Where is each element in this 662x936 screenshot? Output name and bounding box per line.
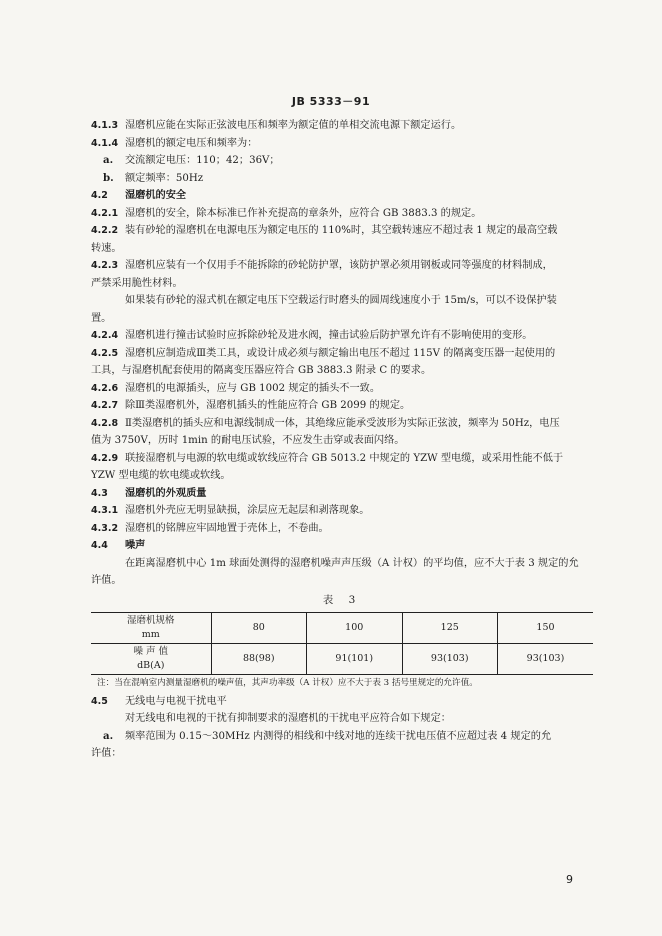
clause-number: 4.5: [91, 695, 108, 707]
table-row-noise: [91, 643, 593, 674]
noise-cell: 88(98): [211, 643, 307, 674]
clause-number: 4.2.5: [91, 347, 119, 359]
continuation-text: 置。: [91, 312, 112, 324]
paragraph-text: 如果装有砂轮的湿式机在额定电压下空载运行时磨头的圆周线速度小于 15m/s，可以不设保护装: [125, 295, 557, 306]
text-line: [91, 345, 593, 363]
clause-number: 4.2.7: [91, 400, 119, 411]
clause-text: 额定频率：50Hz: [125, 172, 204, 184]
clause-number: 4.2.3: [91, 260, 119, 271]
section-heading: 湿磨机的安全: [125, 190, 187, 201]
row-label-spec-a: 湿磨机规格: [126, 614, 175, 626]
standard-header: JB 5333－91: [291, 95, 371, 108]
clause-text: 装有砂轮的湿磨机在电源电压为额定电压的 110%时，其空载转速应不超过表 1 规定的最高空载: [125, 225, 558, 236]
clause-text: Ⅱ类湿磨机的插头应和电源线制成一体，其绝缘应能承受波形为实际正弦波，频率为 50Hz，电压: [125, 417, 560, 429]
text-line: [91, 117, 593, 135]
text-line: [91, 467, 593, 485]
section-heading: 噪声: [125, 540, 146, 551]
clause-text: 交流额定电压：110；42；36V；: [125, 155, 280, 166]
clauses-block-2: [91, 693, 593, 763]
body-text: [91, 117, 593, 763]
row-label-noise-b: dB(A): [137, 659, 165, 671]
text-line: [91, 187, 593, 205]
continuation-text: 许值。: [91, 575, 122, 586]
clause-text: 湿磨机的电源插头，应与 GB 1002 规定的插头不一致。: [125, 382, 381, 394]
clause-text: 除Ⅲ类湿磨机外，湿磨机插头的性能应符合 GB 2099 的规定。: [125, 400, 411, 411]
clause-number: 4.4: [91, 540, 108, 551]
text-line: [91, 205, 593, 223]
clause-number: 4.1.4: [91, 137, 119, 149]
clause-number: 4.2: [91, 190, 108, 201]
item-label: b.: [103, 171, 114, 184]
continuation-text: 值为 3750V，历时 1min 的耐电压试验，不应发生击穿或表面闪络。: [91, 435, 405, 446]
table-caption: 表 3: [322, 593, 362, 606]
clause-number: 4.3: [91, 487, 108, 499]
row-label-spec-b: mm: [141, 628, 160, 640]
text-line: [91, 450, 593, 468]
spec-cell: 125: [402, 612, 498, 643]
clause-number: 4.1.3: [91, 120, 119, 131]
clause-text: 湿磨机的安全，除本标准已作补充提高的章条外，应符合 GB 3883.3 的规定。: [125, 207, 482, 219]
text-line: [91, 222, 593, 240]
text-line: [91, 415, 593, 433]
clause-text: 频率范围为 0.15～30MHz 内测得的相线和中线对地的连续干扰电压值不应超过表 4 规定的允: [125, 730, 552, 742]
text-line: [91, 485, 593, 503]
clause-text: 湿磨机进行撞击试验时应拆除砂轮及进水阀，撞击试验后防护罩允许有不影响使用的变形。: [125, 330, 533, 341]
text-line: [91, 397, 593, 415]
text-line: [91, 537, 593, 555]
text-line: [91, 520, 593, 538]
continuation-text: 许值：: [91, 748, 122, 759]
noise-table: [91, 612, 593, 675]
text-line: [91, 152, 593, 170]
clause-text: 湿磨机应能在实际正弦波电压和频率为额定值的单相交流电源下额定运行。: [125, 120, 462, 131]
clause-text: 湿磨机外壳应无明显缺损，涂层应无起层和剥落现象。: [125, 505, 370, 516]
clause-number: 4.2.9: [91, 452, 119, 464]
text-line: [91, 728, 593, 746]
table-row-spec: [91, 612, 593, 643]
row-label-noise-a: 噪 声 值: [133, 645, 169, 657]
text-line: [91, 502, 593, 520]
clause-text: 联接湿磨机与电源的软电缆或软线应符合 GB 5013.2 中规定的 YZW 型电缆，或采用性能不低于: [125, 452, 564, 464]
text-line: [91, 710, 593, 728]
table-note: 注：当在混响室内测量湿磨机的噪声值，其声功率级（A 计权）应不大于表 3 括号里规定的允许值。: [97, 677, 478, 688]
continuation-text: 工具，与湿磨机配套使用的隔离变压器应符合 GB 3883.3 附录 C 的要求。: [91, 365, 432, 376]
item-label: a.: [103, 729, 114, 742]
paragraph-text: 对无线电和电视的干扰有抑制要求的湿磨机的干扰电平应符合如下规定：: [125, 713, 451, 724]
continuation-text: 严禁采用脆性材料。: [91, 277, 183, 289]
clause-number: 4.3.2: [91, 522, 119, 534]
spec-cell: 80: [211, 612, 307, 643]
text-line: [91, 170, 593, 188]
clause-number: 4.2.6: [91, 382, 119, 394]
spec-cell: 150: [498, 612, 594, 643]
text-line: [91, 275, 593, 293]
text-line: [91, 572, 593, 590]
clause-number: 4.3.1: [91, 505, 119, 516]
text-line: [91, 257, 593, 275]
text-line: [91, 745, 593, 763]
section-heading: 湿磨机的外观质量: [125, 487, 207, 499]
text-line: [91, 555, 593, 573]
text-line: [91, 327, 593, 345]
noise-cell: 91(101): [307, 643, 403, 674]
spec-cell: 100: [307, 612, 403, 643]
page-number: 9: [566, 873, 573, 886]
text-line: [91, 310, 593, 328]
clause-number: 4.2.2: [91, 225, 119, 236]
text-line: [91, 432, 593, 450]
text-line: [91, 292, 593, 310]
continuation-text: YZW 型电缆的软电缆或软线。: [91, 470, 231, 481]
clauses-block: [91, 117, 593, 590]
text-line: [91, 693, 593, 711]
text-line: [91, 380, 593, 398]
item-label: a.: [103, 154, 114, 166]
clause-text: 湿磨机的额定电压和频率为：: [125, 137, 258, 149]
text-line: [91, 362, 593, 380]
row-label-noise: [91, 643, 211, 674]
continuation-text: 转速。: [91, 242, 122, 254]
row-label-spec: [91, 612, 211, 643]
text-line: [91, 240, 593, 258]
section-heading: 无线电与电视干扰电平: [125, 695, 227, 707]
text-line: [91, 135, 593, 153]
paragraph-text: 在距离湿磨机中心 1m 球面处测得的湿磨机噪声声压级（A 计权）的平均值，应不大于表 3 规定的允: [125, 557, 579, 569]
noise-cell: 93(103): [498, 643, 594, 674]
clause-text: 湿磨机应装有一个仅用手不能拆除的砂轮防护罩，该防护罩必须用钢板或同等强度的材料制成，: [125, 260, 553, 271]
clause-text: 湿磨机的铭牌应牢固地置于壳体上，不卷曲。: [125, 522, 329, 534]
noise-cell: 93(103): [402, 643, 498, 674]
clause-text: 湿磨机应制造成Ⅲ类工具，或设计成必须与额定输出电压不超过 115V 的隔离变压器一起使用的: [125, 347, 556, 359]
clause-number: 4.2.4: [91, 330, 119, 341]
clause-number: 4.2.8: [91, 417, 119, 429]
clause-number: 4.2.1: [91, 207, 119, 219]
